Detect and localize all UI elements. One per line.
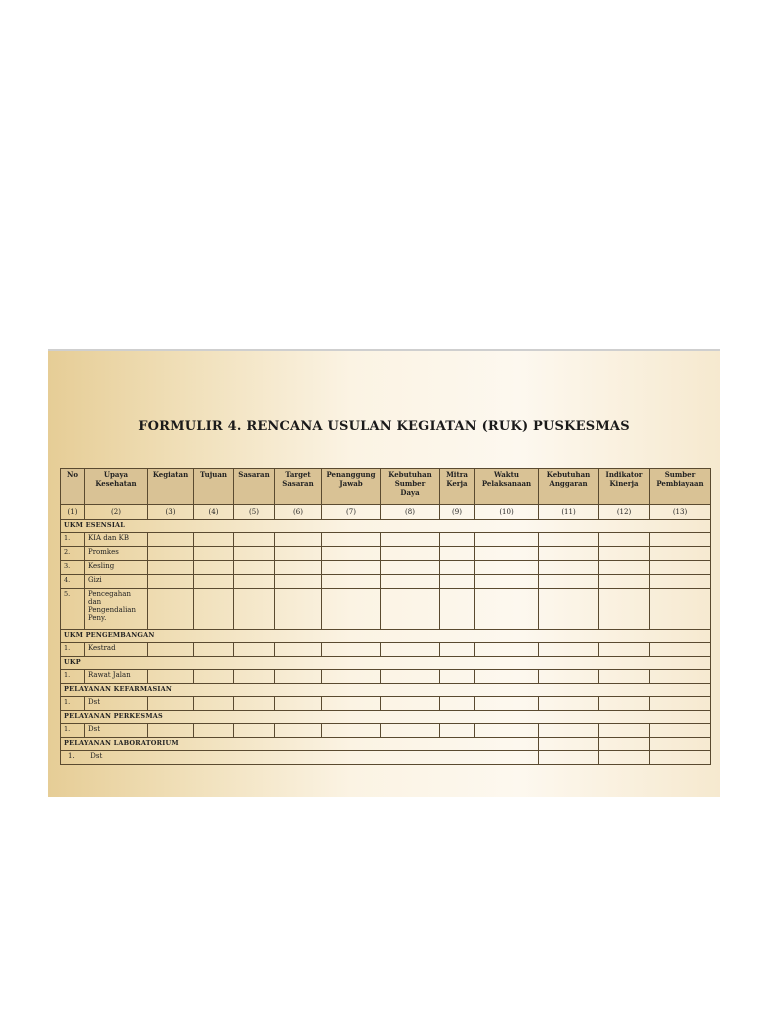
upaya-name: Rawat Jalan bbox=[85, 670, 148, 684]
section-row bbox=[61, 520, 711, 533]
section-label: UKM PENGEMBANGAN bbox=[61, 630, 711, 643]
header-cell: Sasaran bbox=[234, 469, 275, 505]
header-cell: Kegiatan bbox=[148, 469, 194, 505]
header-row bbox=[61, 469, 711, 505]
section-label: PELAYANAN PERKESMAS bbox=[61, 711, 711, 724]
section-label: PELAYANAN LABORATORIUM bbox=[61, 738, 539, 751]
header-cell: Kebutuhan Anggaran bbox=[539, 469, 599, 505]
section-label: UKP bbox=[61, 657, 711, 670]
upaya-name: Kesling bbox=[85, 561, 148, 575]
section-label: PELAYANAN KEFARMASIAN bbox=[61, 684, 711, 697]
row-number: 1. bbox=[61, 724, 85, 738]
section-row bbox=[61, 684, 711, 697]
header-cell: Mitra Kerja bbox=[440, 469, 475, 505]
table-row bbox=[61, 575, 711, 589]
row-number: 5. bbox=[61, 589, 85, 630]
column-number: (11) bbox=[539, 505, 599, 520]
section-row bbox=[61, 657, 711, 670]
header-cell: Tujuan bbox=[194, 469, 234, 505]
lab-row-cell bbox=[61, 751, 539, 765]
upaya-name: Dst bbox=[90, 752, 103, 760]
upaya-name: Kestrad bbox=[85, 643, 148, 657]
section-row bbox=[61, 711, 711, 724]
column-number: (9) bbox=[440, 505, 475, 520]
column-number: (10) bbox=[475, 505, 539, 520]
header-cell: Indikator Kinerja bbox=[599, 469, 650, 505]
row-number: 4. bbox=[61, 575, 85, 589]
column-number: (1) bbox=[61, 505, 85, 520]
section-label: UKM ESENSIAL bbox=[61, 520, 711, 533]
column-number: (6) bbox=[275, 505, 322, 520]
column-number: (8) bbox=[381, 505, 440, 520]
header-cell: Upaya Kesehatan bbox=[85, 469, 148, 505]
header-cell: Kebutuhan Sumber Daya bbox=[381, 469, 440, 505]
table-row bbox=[61, 533, 711, 547]
ruk-table bbox=[60, 468, 711, 765]
form-title: FORMULIR 4. RENCANA USULAN KEGIATAN (RUK) PUSKESMAS bbox=[138, 419, 630, 434]
header-cell: No bbox=[61, 469, 85, 505]
column-number: (13) bbox=[650, 505, 711, 520]
table-row bbox=[61, 697, 711, 711]
table-row bbox=[61, 643, 711, 657]
upaya-name: Dst bbox=[85, 724, 148, 738]
row-number: 1. bbox=[61, 670, 85, 684]
table-row bbox=[61, 547, 711, 561]
upaya-name: KIA dan KB bbox=[85, 533, 148, 547]
table-row bbox=[61, 724, 711, 738]
header-cell: Penanggung Jawab bbox=[322, 469, 381, 505]
upaya-name: Promkes bbox=[85, 547, 148, 561]
row-number: 1. bbox=[61, 697, 85, 711]
column-number-row bbox=[61, 505, 711, 520]
section-row bbox=[61, 630, 711, 643]
upaya-name: Pencegahan dan Pengendalian Peny. bbox=[85, 589, 148, 630]
section-row bbox=[61, 738, 711, 751]
table-row bbox=[61, 561, 711, 575]
table-row bbox=[61, 751, 711, 765]
header-cell: Waktu Pelaksanaan bbox=[475, 469, 539, 505]
column-number: (2) bbox=[85, 505, 148, 520]
column-number: (12) bbox=[599, 505, 650, 520]
row-number: 1. bbox=[61, 533, 85, 547]
upaya-name: Gizi bbox=[85, 575, 148, 589]
column-number: (7) bbox=[322, 505, 381, 520]
upaya-name: Dst bbox=[85, 697, 148, 711]
header-cell: Target Sasaran bbox=[275, 469, 322, 505]
column-number: (4) bbox=[194, 505, 234, 520]
header-cell: Sumber Pembiayaan bbox=[650, 469, 711, 505]
row-number: 1. bbox=[61, 643, 85, 657]
row-number: 2. bbox=[61, 547, 85, 561]
column-number: (5) bbox=[234, 505, 275, 520]
row-number: 1. bbox=[68, 752, 75, 760]
row-number: 3. bbox=[61, 561, 85, 575]
column-number: (3) bbox=[148, 505, 194, 520]
table-row bbox=[61, 670, 711, 684]
table-row bbox=[61, 589, 711, 630]
